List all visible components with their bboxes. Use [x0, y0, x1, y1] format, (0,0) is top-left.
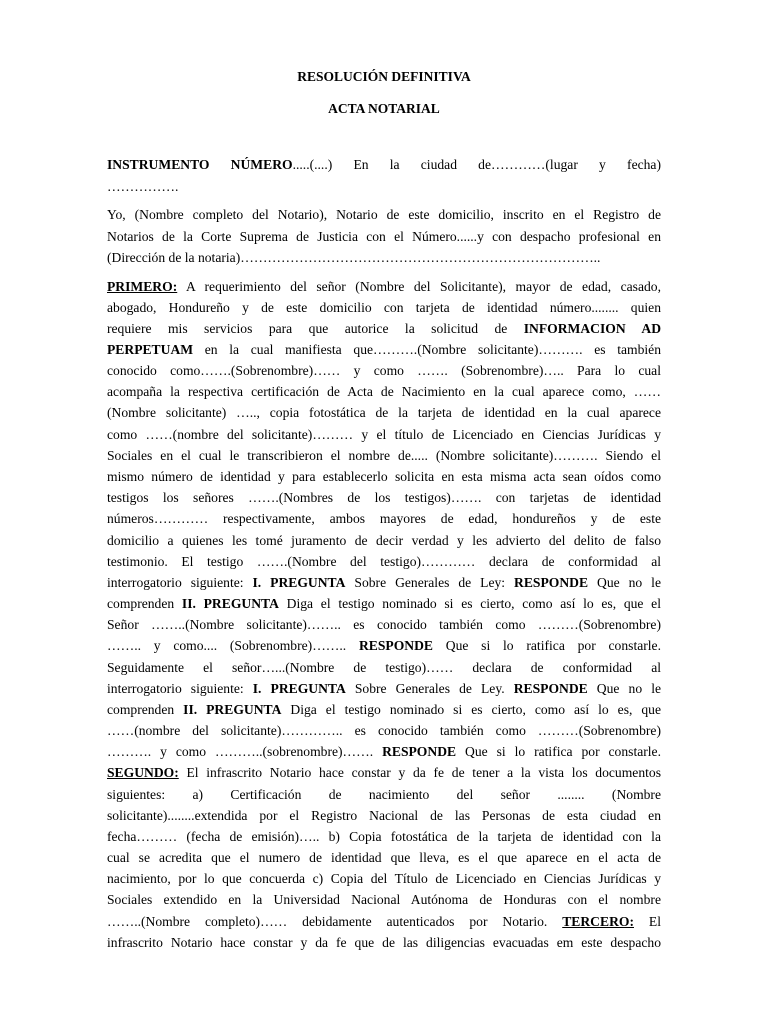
text-line [107, 871, 661, 887]
text-segment: Que no le [587, 681, 662, 696]
text-segment: .....(....) En la ciudad de…………(lugar y fecha) [292, 157, 661, 172]
text-segment: Seguidamente el señor…...(Nombre de testigo)…… declara de conformidad al [107, 660, 661, 675]
text-segment: números………… respectivamente, ambos mayores de edad, hondureños y de este [107, 511, 661, 526]
text-segment: ………. y como ………..(sobrenombre)……. [107, 744, 383, 759]
bold-text: PRIMERO: [107, 279, 178, 294]
bold-text: II. PREGUNTA [181, 596, 279, 611]
bold-text: TERCERO: [562, 914, 634, 929]
text-line [107, 384, 661, 400]
text-segment: Señor ……..(Nombre solicitante)…….. es conocido también como ………(Sobrenombre) [107, 617, 661, 632]
text-segment: (Dirección de la notaria)…………………………………………………………………….. [107, 250, 601, 265]
text-line [107, 363, 661, 379]
text-segment: cual se acredita que el numero de identidad que lleva, es el que aparece en el acta de [107, 850, 661, 865]
text-line [107, 250, 661, 266]
text-segment: Que si lo ratifica por constarle. [432, 638, 661, 653]
bold-text: I. PREGUNTA [252, 575, 346, 590]
bold-text: PERPETUAM [107, 342, 194, 357]
text-line [107, 808, 661, 824]
bold-text: I. PREGUNTA [252, 681, 346, 696]
bold-text: INFORMACION AD [523, 321, 662, 336]
text-line [107, 681, 661, 697]
text-segment: Sociales en el cual le transcribieron el nombre de..... (Nombre solicitante)………. Siendo el [107, 448, 661, 463]
text-line [107, 469, 661, 485]
text-line [107, 575, 661, 591]
text-segment: interrogatorio siguiente: [107, 575, 253, 590]
text-line [107, 850, 661, 866]
text-line [107, 405, 661, 421]
text-segment: Notarios de la Corte Suprema de Justicia con el Número......y con despacho profesional en [107, 229, 661, 244]
text-segment: comprenden [107, 702, 184, 717]
text-segment: Yo, (Nombre completo del Notario), Notario de este domicilio, inscrito en el Registro de [107, 207, 661, 222]
text-segment: acompaña la respectiva certificación de Acta de Nacimiento en la cual aparece como, …… [107, 384, 661, 399]
text-line [107, 765, 661, 781]
document-title: RESOLUCIÓN DEFINITIVA [297, 69, 471, 84]
text-line [107, 935, 661, 951]
document-subtitle: ACTA NOTARIAL [328, 101, 440, 116]
text-segment: Diga el testigo nominado si es cierto, como así lo es, que [281, 702, 661, 717]
text-line [107, 321, 661, 337]
text-line [107, 617, 661, 633]
text-line [107, 638, 661, 654]
bold-text: SEGUNDO: [107, 765, 179, 780]
text-line [107, 744, 661, 760]
text-segment: El infrascrito Notario hace constar y da fe de tener a la vista los documentos [178, 765, 661, 780]
text-line [107, 829, 661, 845]
bold-text: RESPONDE [514, 575, 589, 590]
text-segment: A requerimiento del señor (Nombre del Solicitante), mayor de edad, casado, [177, 279, 661, 294]
text-segment: interrogatorio siguiente: [107, 681, 253, 696]
text-line [107, 427, 661, 443]
text-segment: comprenden [107, 596, 182, 611]
text-line [107, 554, 661, 570]
text-line [107, 207, 661, 223]
bold-text: RESPONDE [382, 744, 457, 759]
text-line [107, 596, 661, 612]
bold-text: INSTRUMENTO NÚMERO [107, 157, 293, 172]
text-line [107, 157, 661, 173]
text-line [107, 279, 661, 295]
text-segment: Sociales extendido en la Universidad Nacional Autónoma de Honduras con el nombre [107, 892, 661, 907]
text-line [107, 511, 661, 527]
bold-text: RESPONDE [358, 638, 433, 653]
text-line [107, 892, 661, 908]
text-line [107, 914, 661, 930]
text-segment: testigos los señores …….(Nombres de los testigos)……. con tarjetas de identidad [107, 490, 661, 505]
text-segment: solicitante)........extendida por el Registro Nacional de las Personas de esta ciudad en [107, 808, 661, 823]
text-segment: ……(nombre del solicitante)………….. es conocido también como ………(Sobrenombre) [107, 723, 661, 738]
text-line [107, 229, 661, 245]
text-line [107, 300, 661, 316]
text-line [107, 723, 661, 739]
text-segment: nacimiento, por lo que concuerda c) Copia del Título de Licenciado en Ciencias Jurídicas y [107, 871, 661, 886]
bold-text: RESPONDE [513, 681, 588, 696]
text-line [107, 787, 661, 803]
text-line [107, 533, 661, 549]
text-segment: como ……(nombre del solicitante)……… y el título de Licenciado en Ciencias Jurídicas y [107, 427, 661, 442]
text-segment: siguientes: a) Certificación de nacimiento del señor ........ (Nombre [107, 787, 661, 802]
text-line [107, 448, 661, 464]
text-line [107, 342, 661, 358]
text-segment: mismo número de identidad y para establecerlo solicita en esta misma acta sean oídos como [107, 469, 661, 484]
text-segment: Diga el testigo nominado si es cierto, como así lo es, que el [278, 596, 661, 611]
text-segment: domicilio a quienes les tomé juramento de decir verdad y les advierto del delito de falso [107, 533, 661, 548]
text-segment: Que no le [588, 575, 661, 590]
text-segment: Sobre Generales de Ley: [345, 575, 515, 590]
text-segment: ……………. [107, 179, 179, 194]
text-segment: El [634, 914, 661, 929]
text-segment: Sobre Generales de Ley. [345, 681, 514, 696]
text-line [107, 490, 661, 506]
text-line [107, 179, 661, 195]
text-segment: en la cual manifiesta que……….(Nombre solicitante)………. es también [193, 342, 661, 357]
text-segment: requiere mis servicios para que autorice la solicitud de [107, 321, 524, 336]
text-segment: testimonio. El testigo …….(Nombre del testigo)………… declara de conformidad al [107, 554, 661, 569]
bold-text: II. PREGUNTA [183, 702, 282, 717]
text-segment: conocido como…….(Sobrenombre)…… y como ……. (Sobrenombre)….. Para lo cual [107, 363, 661, 378]
text-segment: …….. y como.... (Sobrenombre)…….. [107, 638, 359, 653]
text-segment: ……..(Nombre completo)…… debidamente autenticados por Notario. [107, 914, 563, 929]
text-segment: fecha……… (fecha de emisión)….. b) Copia fotostática de la tarjeta de identidad con la [107, 829, 661, 844]
text-line [107, 660, 661, 676]
text-segment: infrascrito Notario hace constar y da fe que de las diligencias evacuadas em este despacho [107, 935, 661, 950]
text-segment: (Nombre solicitante) ….., copia fotostática de la tarjeta de identidad en la cual aparece [107, 405, 661, 420]
text-line [107, 702, 661, 718]
text-segment: Que si lo ratifica por constarle. [456, 744, 661, 759]
text-segment: abogado, Hondureño y de este domicilio con tarjeta de identidad número........ quien [107, 300, 661, 315]
